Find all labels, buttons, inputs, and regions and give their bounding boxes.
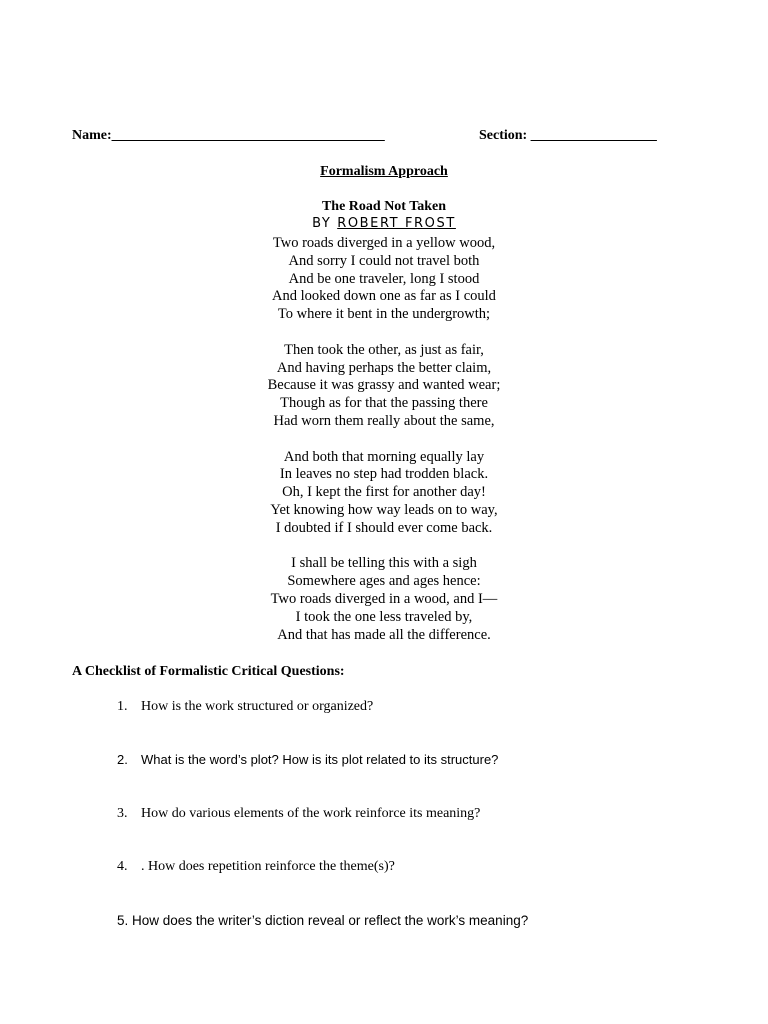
poem-line: And looked down one as far as I could bbox=[272, 288, 496, 305]
poem-line: Somewhere ages and ages hence: bbox=[287, 573, 481, 590]
name-blank-line[interactable]: _______________________________________ bbox=[111, 128, 385, 143]
question-number: 1. bbox=[117, 699, 128, 714]
question-text: How does the writer’s diction reveal or reflect the work’s meaning? bbox=[132, 913, 529, 928]
poem-line: Two roads diverged in a yellow wood, bbox=[272, 235, 496, 251]
poem-line: Had worn them really about the same, bbox=[273, 412, 495, 429]
question-text: How is the work structured or organized? bbox=[141, 699, 374, 714]
poem-line: And sorry I could not travel both bbox=[288, 252, 480, 269]
poem-stanza-3 bbox=[0, 449, 768, 538]
poem-stanza-1 bbox=[0, 235, 768, 324]
poem-line: I took the one less traveled by, bbox=[295, 608, 473, 625]
question-number: 3. bbox=[117, 806, 128, 821]
poem-line: Oh, I kept the first for another day! bbox=[282, 484, 486, 501]
poem-stanza-4 bbox=[0, 555, 768, 644]
poem-line: Then took the other, as just as fair, bbox=[284, 341, 484, 358]
poem-line: In leaves no step had trodden black. bbox=[279, 466, 489, 483]
section-field[interactable] bbox=[479, 128, 657, 144]
question-5 bbox=[117, 913, 528, 928]
question-text: How do various elements of the work reinforce its meaning? bbox=[141, 806, 481, 821]
question-1 bbox=[117, 699, 373, 715]
poem-line: Because it was grassy and wanted wear; bbox=[267, 377, 501, 394]
name-label: Name: bbox=[72, 128, 112, 143]
poem-line: And having perhaps the better claim, bbox=[276, 359, 492, 376]
question-2 bbox=[117, 752, 498, 767]
question-number: 2. bbox=[117, 752, 128, 767]
checklist-heading: A Checklist of Formalistic Critical Questions: bbox=[72, 664, 345, 679]
poem-line: And that has made all the difference. bbox=[277, 626, 491, 643]
poem-line: Two roads diverged in a wood, and I— bbox=[270, 590, 498, 607]
poem-stanza-2 bbox=[0, 342, 768, 431]
poem-line: Yet knowing how way leads on to way, bbox=[270, 501, 498, 518]
byline-by: BY bbox=[312, 216, 332, 231]
question-number: 4. bbox=[117, 859, 128, 874]
question-text: . How does repetition reinforce the theme(s)? bbox=[141, 859, 395, 874]
poem-body bbox=[0, 235, 768, 662]
poem-line: And both that morning equally lay bbox=[283, 448, 485, 465]
question-text: What is the word’s plot? How is its plot related to its structure? bbox=[141, 752, 499, 767]
poem-line: To where it bent in the undergrowth; bbox=[277, 306, 491, 323]
document-title: Formalism Approach bbox=[320, 164, 448, 179]
question-4 bbox=[117, 859, 395, 875]
section-blank-line[interactable]: __________________ bbox=[530, 128, 657, 143]
name-field[interactable] bbox=[72, 128, 385, 144]
question-number: 5. bbox=[117, 913, 129, 928]
poem-line: Though as for that the passing there bbox=[280, 395, 488, 412]
author-name: ROBERT FROST bbox=[337, 216, 456, 231]
poem-line: I doubted if I should ever come back. bbox=[275, 519, 493, 536]
question-3 bbox=[117, 806, 480, 822]
poem-title: The Road Not Taken bbox=[321, 199, 447, 214]
section-label: Section: bbox=[479, 128, 528, 143]
poem-line: And be one traveler, long I stood bbox=[288, 270, 480, 287]
poem-line: I shall be telling this with a sigh bbox=[291, 555, 477, 572]
poem-byline bbox=[0, 216, 768, 231]
